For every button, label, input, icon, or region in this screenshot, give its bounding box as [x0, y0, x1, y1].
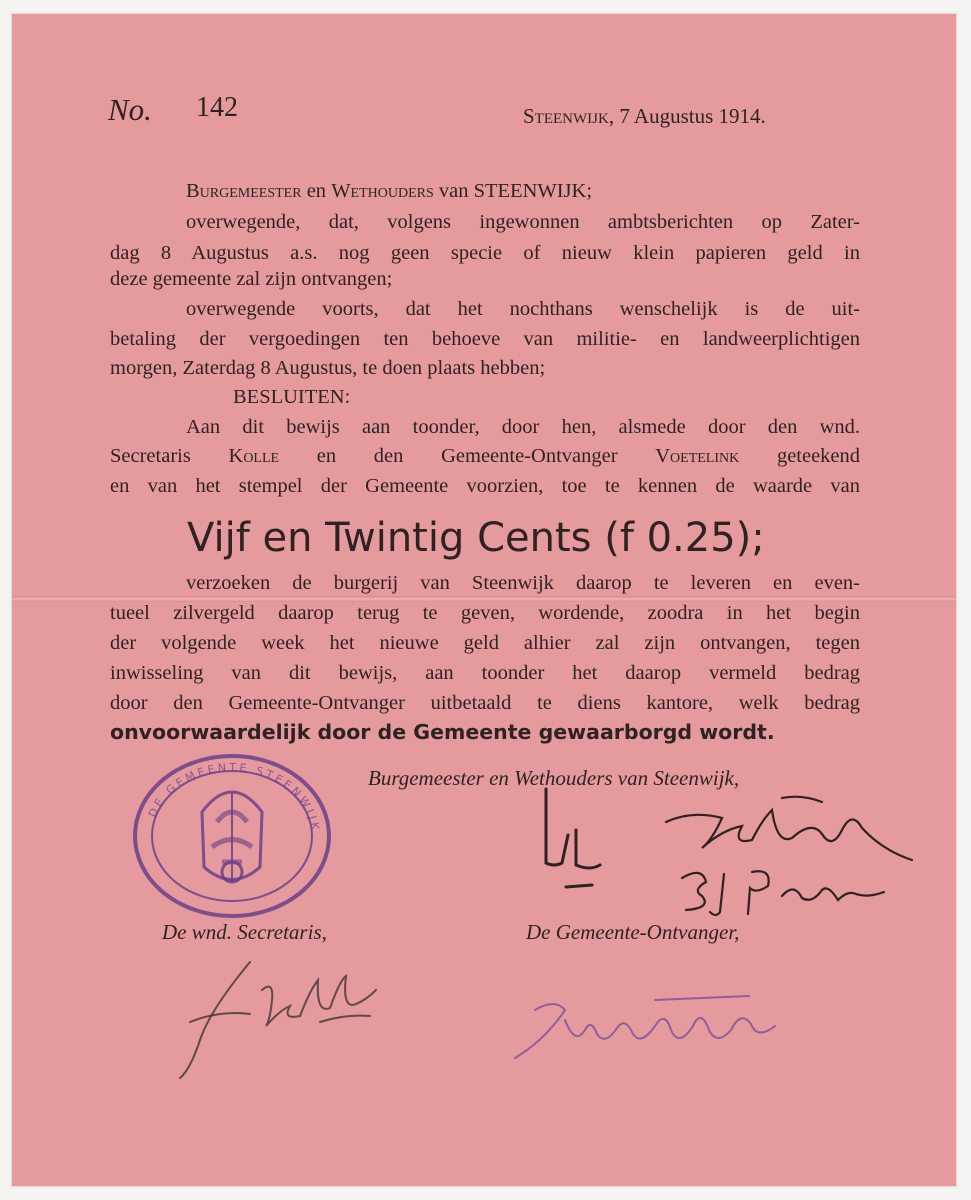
title-wethouders: Wethouders — [331, 180, 434, 202]
amount-heading: Vijf en Twintig Cents (f 0.25); — [187, 515, 765, 561]
body-line-13: tueel zilvergeld daarop terug te geven, wordende, zoodra in het begin — [110, 602, 860, 624]
body-line-7: morgen, Zaterdag 8 Augustus, te doen plaats hebben; — [110, 357, 546, 379]
date: 7 Augustus 1914. — [619, 104, 766, 128]
body-line-3: dag 8 Augustus a.s. nog geen specie of nieuw klein papieren geld in — [110, 242, 860, 264]
municipal-seal-stamp — [132, 752, 332, 922]
number-label: No. — [108, 92, 152, 127]
receiver-signature — [505, 990, 785, 1070]
title-burgemeester: Burgemeester — [186, 180, 302, 202]
body-line-9: Aan dit bewijs aan toonder, door hen, alsmede door den wnd. — [186, 416, 860, 438]
body-line-2: overwegende, dat, volgens ingewonnen ambtsberichten op Zater- — [186, 211, 860, 233]
mayor-caption: Burgemeester en Wethouders van Steenwijk, — [368, 766, 740, 790]
word-secretaris: Secretaris — [110, 445, 191, 467]
body-line-14: der volgende week het nieuwe geld alhier zal zijn ontvangen, tegen — [110, 632, 860, 654]
word-geteekend: geteekend — [776, 445, 861, 467]
wethouder-signature-1 — [662, 790, 932, 870]
body-line-12: verzoeken de burgerij van Steenwijk daarop te leveren en even- — [186, 572, 860, 594]
body-line-4: deze gemeente zal zijn ontvangen; — [110, 268, 393, 290]
name-voetelink: Voetelink — [655, 445, 740, 467]
body-line-5: overwegende voorts, dat het nochthans wenschelijk is de uit- — [186, 298, 860, 320]
body-line-15: inwisseling van dit bewijs, aan toonder het daarop vermeld bedrag — [110, 662, 860, 684]
mayor-signature-mark — [540, 775, 620, 895]
secretary-signature — [170, 950, 410, 1090]
seal-text: DE GEMEENTE STEENWIJK — [145, 760, 323, 834]
receiver-caption: De Gemeente-Ontvanger, — [526, 920, 740, 944]
place-name: Steenwijk — [523, 104, 609, 128]
body-line-11: en van het stempel der Gemeente voorzien, toe te kennen de waarde van — [110, 475, 860, 497]
word-van-steenwijk: van STEENWIJK; — [438, 180, 593, 202]
body-line-17-guarantee: onvoorwaardelijk door de Gemeente gewaarborgd wordt. — [110, 720, 775, 744]
body-line-16: door den Gemeente-Ontvanger uitbetaald te diens kantore, welk bedrag — [110, 692, 860, 714]
body-line-10 — [110, 443, 860, 469]
phrase-gemeente-ontvanger: en den Gemeente-Ontvanger — [316, 445, 618, 467]
secretary-caption: De wnd. Secretaris, — [162, 920, 327, 944]
document-number: 142 — [196, 92, 238, 123]
wethouder-signature-2 — [672, 860, 892, 920]
body-line-8: BESLUITEN: — [233, 386, 351, 408]
body-line-1 — [186, 178, 860, 204]
word-en: en — [306, 180, 327, 202]
dateline: Steenwijk, 7 Augustus 1914. — [523, 104, 766, 128]
name-kolle: Kolle — [228, 445, 280, 467]
body-line-6: betaling der vergoedingen ten behoeve van militie- en landweerplichtigen — [110, 328, 860, 350]
